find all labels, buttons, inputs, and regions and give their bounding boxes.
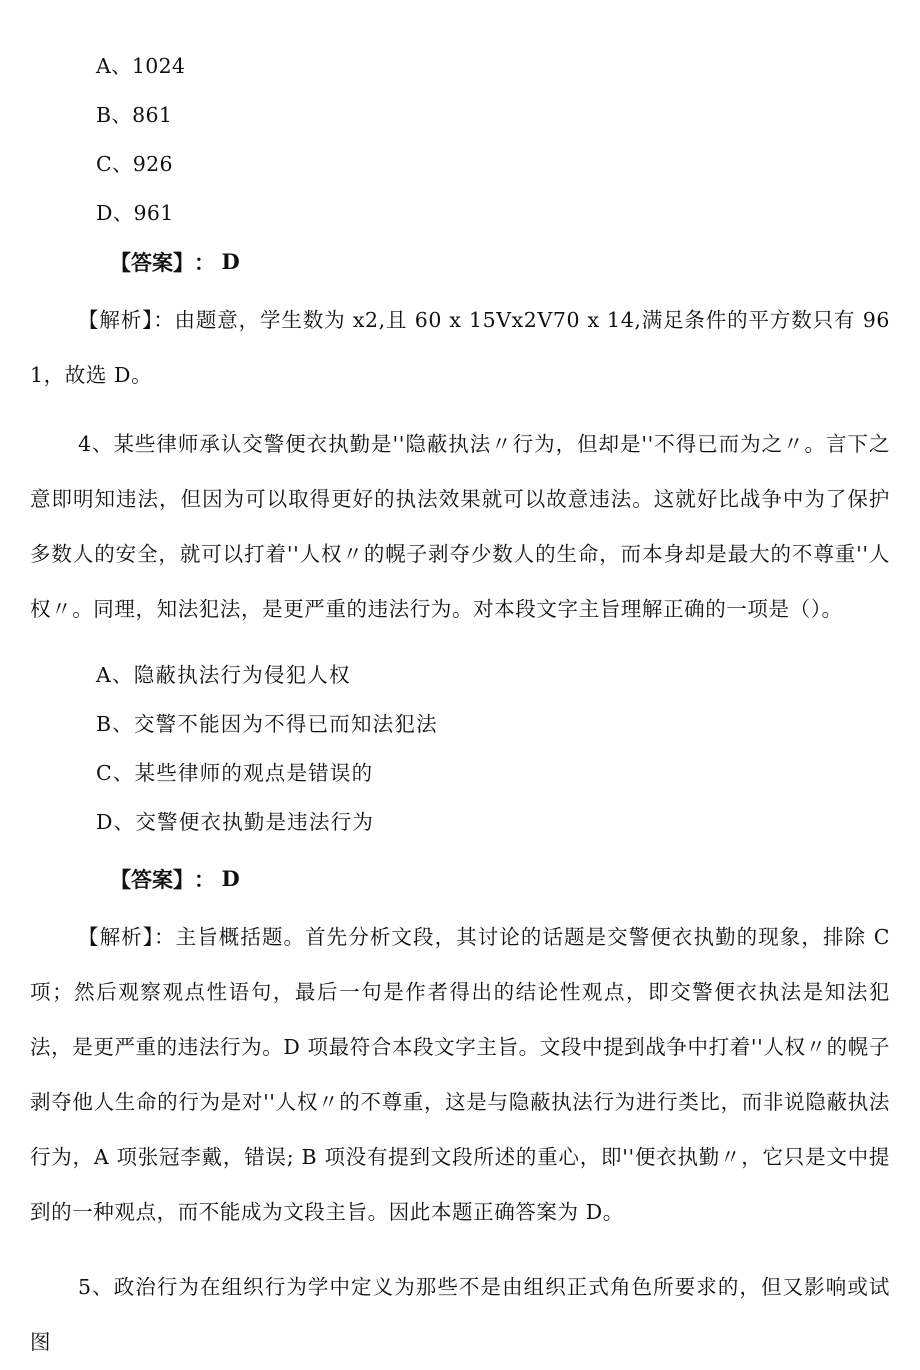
question4-answer-line [110,855,890,902]
option-b[interactable]: B、861 [96,103,173,128]
option-c[interactable]: C、某些律师的观点是错误的 [96,761,374,786]
answer-separator: ： [194,866,216,892]
question4-explanation: 【解析】：主旨概括题。首先分析文段，其讨论的话题是交警便衣执勤的现象，排除 C 项；然后观察观点性语句，最后一句是作者得出的结论性观点，即交警便衣执法是知法犯法，是更严重的违法行为。D 项最符合本段文字主旨。文段中提到战争中打着''人权〃的幌子剥夺他人生命的行为是对''人权〃的不尊重，这是与隐蔽执法行为进行类比，而非说隐蔽执法行为，A 项张冠李戴，错误; B 项没有提到文段所述的重心，即''便衣执勤〃，它只是文中提到的一种观点，而不能成为文段主旨。因此本题正确答案为 D。 [30,925,890,1224]
answer-separator: ： [194,249,216,275]
answer-label: 【答案】 [110,249,194,275]
answer-label: 【答案】 [110,866,194,892]
option-d[interactable]: D、交警便衣执勤是违法行为 [96,810,375,835]
answer-value: D [221,249,241,274]
question3-options-group [30,42,890,238]
option-c[interactable]: C、926 [96,152,173,177]
question4-options-group [30,651,890,847]
question5-stem: 5、政治行为在组织行为学中定义为那些不是由组织正式角色所要求的，但又影响或试图 [30,1275,890,1354]
option-a[interactable]: A、1024 [96,54,186,79]
answer-value: D [221,866,241,891]
option-a[interactable]: A、隐蔽执法行为侵犯人权 [96,663,351,688]
page-content [30,42,890,1370]
question3-answer-line [110,238,890,285]
option-d[interactable]: D、961 [96,201,174,226]
option-b[interactable]: B、交警不能因为不得已而知法犯法 [96,712,438,737]
question3-explanation: 【解析】：由题意，学生数为 x2,且 60 x 15Vx2V70 x 14,满足条件的平方数只有 961，故选 D。 [30,308,890,387]
question4-stem: 4、某些律师承认交警便衣执勤是''隐蔽执法〃行为，但却是''不得已而为之〃。言下之意即明知违法，但因为可以取得更好的执法效果就可以故意违法。这就好比战争中为了保护多数人的安全，就可以打着''人权〃的幌子剥夺少数人的生命，而本身却是最大的不尊重''人权〃。同理，知法犯法，是更严重的违法行为。对本段文字主旨理解正确的一项是（）。 [30,432,890,621]
